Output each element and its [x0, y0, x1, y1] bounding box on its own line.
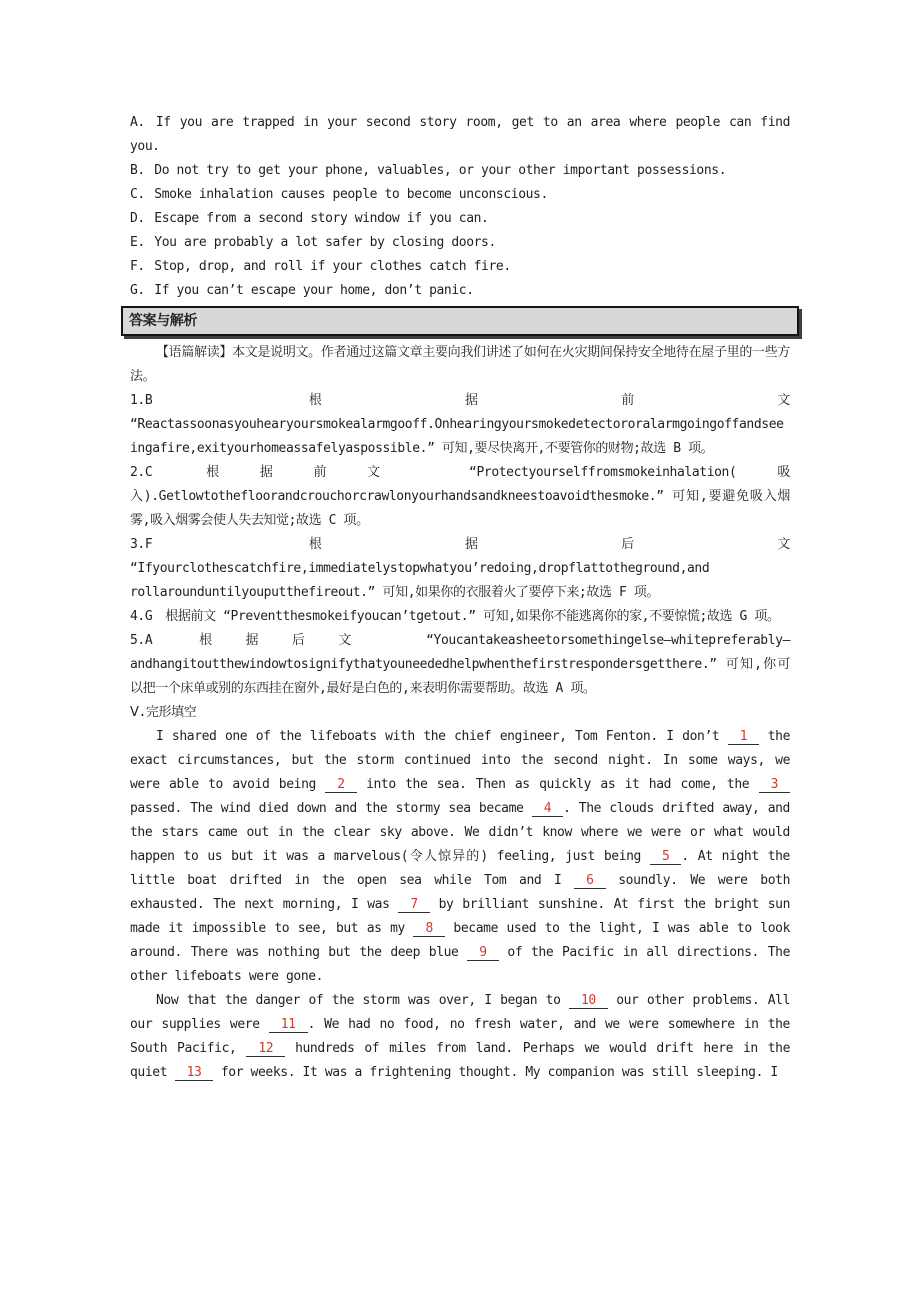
cloze-blank-8	[413, 921, 444, 937]
option-E	[130, 231, 790, 255]
exam-page	[130, 111, 790, 1085]
blank-number: 6	[586, 873, 594, 888]
answer-item-label: 1.B	[130, 393, 153, 408]
cloze-passage	[130, 725, 790, 1085]
answer-item-5	[130, 629, 790, 701]
cloze-blank-6	[574, 873, 605, 889]
answer-item-text: 根据后文 “Youcantakeasheetorsomethingelse—whitepreferably—andhangitoutthewindowtosignifythatyouneededhelpwhenthefirstrespondersgetthere.” 可知,你可以把一个床单或别的东西挂在窗外,最好是白色的,来表明你需要帮助。故选 A 项。	[130, 633, 790, 696]
option-text: If you can’t escape your home, don’t panic.	[154, 283, 474, 298]
blank-number: 10	[580, 993, 596, 1008]
cloze-blank-11	[269, 1017, 308, 1033]
option-text: Escape from a second story window if you can.	[154, 211, 489, 226]
blank-number: 9	[479, 945, 487, 960]
passage-analysis: 【语篇解读】本文是说明文。作者通过这篇文章主要向我们讲述了如何在火灾期间保持安全地待在屋子里的一些方法。	[130, 345, 790, 384]
blank-number: 2	[337, 777, 345, 792]
cloze-blank-13	[175, 1065, 214, 1081]
answer-item-1	[130, 389, 790, 461]
cloze-blank-5	[650, 849, 681, 865]
cloze-blank-4	[532, 801, 563, 817]
cloze-blank-10	[569, 993, 608, 1009]
answer-item-text: 根据前文 “Protectyourselffromsmokeinhalation(吸入).Getlowtothefloorandcrouchorcrawlonyourhandsandkneestoavoidthesmoke.” 可知,要避免吸入烟雾,吸入烟雾会使人失去知觉;故选 C 项。	[130, 465, 790, 528]
option-text: Stop, drop, and roll if your clothes catch fire.	[154, 259, 511, 274]
cloze-blank-12	[246, 1041, 285, 1057]
option-label: C.	[130, 187, 153, 202]
option-B	[130, 159, 790, 183]
answer-item-text: 根据前文 “Preventthesmokeifyoucan’tgetout.” 可知,如果你不能逃离你的家,不要惊慌;故选 G 项。	[165, 609, 780, 624]
answer-items	[130, 389, 790, 701]
answer-item-4	[130, 605, 790, 629]
cloze-paragraph-2: Now that the danger of the storm was over, I began to 10 our other problems. All our supplies were 11 . We had no food, no fresh water, and we were somewhere in the South Pacific, 12 hundreds of miles from land. Perhaps we would drift here in the quiet 13 for weeks. It was a frightening thought. My companion was still sleeping. I	[130, 993, 790, 1080]
blank-number: 12	[258, 1041, 274, 1056]
answer-item-text: 根据后文 “Ifyourclothescatchfire,immediatelystopwhatyou’redoing,dropflattotheground,and rollarounduntilyouputthefireout.” 可知,如果你的衣服着火了要停下来;故选 F 项。	[130, 537, 790, 600]
answer-item-label: 5.A	[130, 633, 153, 648]
option-A	[130, 111, 790, 159]
cloze-blank-9	[467, 945, 498, 961]
option-text: If you are trapped in your second story room, get to an area where people can find you.	[130, 115, 790, 154]
answer-item-label: 3.F	[130, 537, 153, 552]
blank-number: 8	[425, 921, 433, 936]
options-block	[130, 111, 790, 303]
cloze-blank-2	[325, 777, 356, 793]
option-label: A.	[130, 115, 154, 130]
option-label: G.	[130, 283, 153, 298]
option-F	[130, 255, 790, 279]
answer-item-2	[130, 461, 790, 533]
option-label: B.	[130, 163, 153, 178]
option-text: You are probably a lot safer by closing doors.	[154, 235, 496, 250]
blank-number: 4	[543, 801, 552, 816]
answer-item-text: 根据前文 “Reactassoonasyouhearyoursmokealarmgooff.Onhearingyoursmokedetectororalarmgoingoffandseeingafire,exityourhomeassafelyaspossible.” 可知,要尽快离开,不要管你的财物;故选 B 项。	[130, 393, 790, 456]
option-C	[130, 183, 790, 207]
option-text: Do not try to get your phone, valuables, or your other important possessions.	[154, 163, 727, 178]
option-text: Smoke inhalation causes people to become unconscious.	[154, 187, 548, 202]
blank-number: 3	[770, 777, 778, 792]
cloze-section-title: Ⅴ.完形填空	[130, 705, 197, 720]
option-label: E.	[130, 235, 153, 250]
answer-item-label: 2.C	[130, 465, 153, 480]
cloze-blank-1	[728, 729, 759, 745]
cloze-blank-7	[398, 897, 429, 913]
answer-item-3	[130, 533, 790, 605]
option-G	[130, 279, 790, 303]
blank-number: 7	[410, 897, 418, 912]
blank-number: 1	[739, 729, 748, 744]
cloze-paragraph-1: I shared one of the lifeboats with the chief engineer, Tom Fenton. I don’t 1 the exact circumstances, but the storm continued into the second night. In some ways, we were able to avoid being 2 into the sea. Then as quickly as it had come, the 3 passed. The wind died down and the stormy sea became 4 . The clouds drifted away, and the stars came out in the clear sky above. We didn’t know where we were or what would happen to us but it was a marvelous(令人惊异的) feeling, just being 5 . At night the little boat drifted in the open sea while Tom and I 6 soundly. We were both exhausted. The next morning, I was 7 by brilliant sunshine. At first the bright sun made it impossible to see, but as my 8 became used to the light, I was able to look around. There was nothing but the deep blue 9 of the Pacific in all directions. The other lifeboats were gone.	[130, 729, 790, 984]
option-label: D.	[130, 211, 153, 226]
answer-section-header	[121, 306, 799, 336]
blank-number: 5	[661, 849, 670, 864]
blank-number: 13	[186, 1065, 202, 1080]
answer-header-label: 答案与解析	[129, 313, 197, 329]
answer-item-label: 4.G	[130, 609, 153, 624]
blank-number: 11	[280, 1017, 296, 1032]
option-D	[130, 207, 790, 231]
cloze-blank-3	[759, 777, 790, 793]
option-label: F.	[130, 259, 153, 274]
